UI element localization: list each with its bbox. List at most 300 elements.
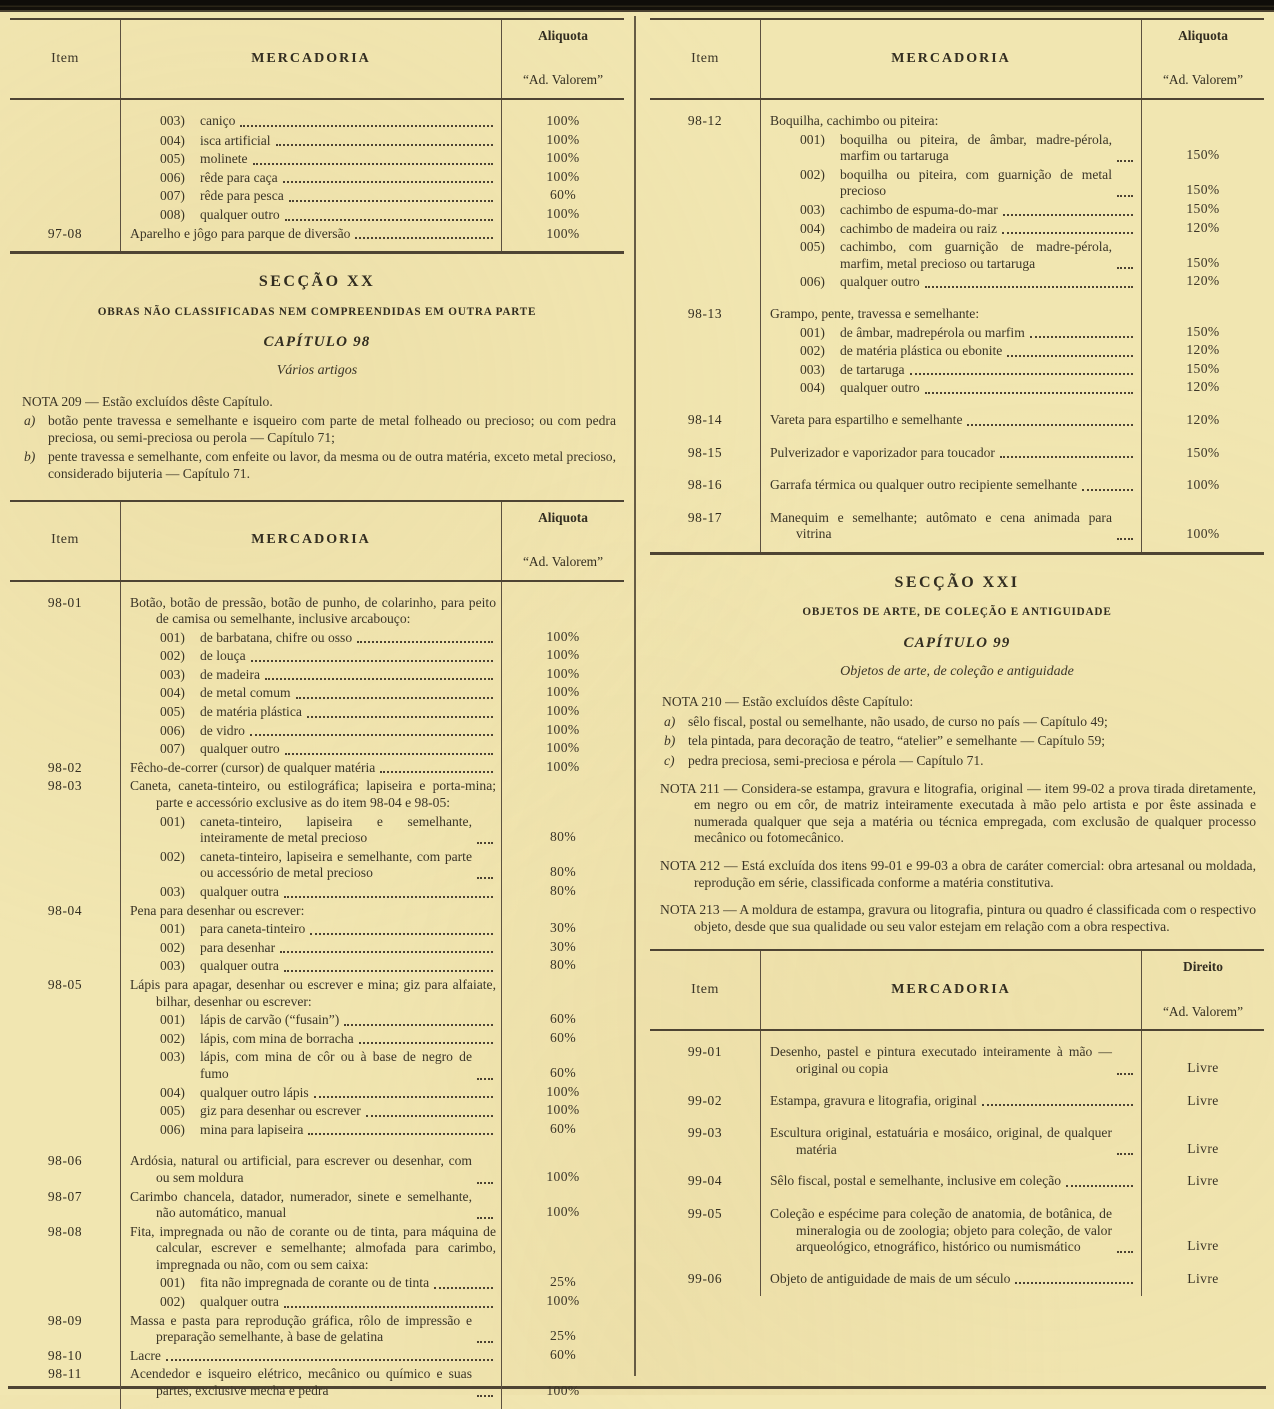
description-line: [770, 239, 1136, 272]
nota-item-letter: b): [664, 733, 676, 749]
table-row: [10, 883, 624, 902]
dot-leader: [1117, 160, 1133, 162]
description-line: [130, 685, 496, 702]
nota-item: [654, 753, 1260, 770]
description-text: de tartaruga: [840, 361, 905, 377]
mercadoria-cell: [120, 629, 502, 648]
aliquota-label: Aliquota: [538, 28, 588, 43]
description-line: [130, 760, 496, 777]
table-row: [10, 150, 624, 169]
rate-value: 100%: [546, 1168, 580, 1184]
table-row: [650, 361, 1264, 380]
subitem-code: 005): [160, 1103, 185, 1119]
item-code: [10, 629, 120, 648]
table-row: [10, 939, 624, 958]
subitem-code: 006): [160, 722, 185, 738]
description-text: qualquer outro: [840, 380, 920, 396]
description-text: Desenho, pastel e pintura executado inteiramente à mão — original ou copia: [770, 1044, 1112, 1076]
description-line: [130, 1313, 496, 1346]
nota-item: [14, 413, 620, 446]
column-header-mercadoria: MERCADORIA: [120, 20, 502, 98]
nota-210-items: [654, 714, 1260, 770]
subitem-code: 006): [160, 169, 185, 185]
description-text: lápis, com mina de borracha: [200, 1030, 354, 1046]
description-line: [770, 202, 1136, 219]
mercadoria-cell: [760, 1079, 1142, 1112]
mercadoria-cell: [120, 957, 502, 976]
table-row: [650, 1111, 1264, 1159]
rate-value: [1142, 100, 1264, 131]
table-row: [10, 1274, 624, 1293]
dot-leader: [1000, 456, 1133, 458]
table-row: [650, 1079, 1264, 1112]
column-header-aliquota: [502, 502, 624, 580]
item-code: 98-04: [47, 902, 83, 918]
dot-leader: [250, 734, 493, 736]
aliquota-label: Aliquota: [1178, 28, 1228, 43]
description-line: [130, 1224, 496, 1274]
dot-leader: [314, 1096, 493, 1098]
item-code: [650, 342, 760, 361]
item-code: [10, 939, 120, 958]
table-row: [10, 1188, 624, 1223]
subitem-code: 006): [800, 274, 825, 290]
mercadoria-cell: [120, 647, 502, 666]
description-line: [130, 1031, 496, 1048]
description-line: [770, 380, 1136, 397]
rate-value: 120%: [1186, 219, 1220, 235]
column-header-aliquota: [502, 20, 624, 98]
chapter-subtitle: Vários artigos: [276, 362, 358, 378]
dot-leader: [166, 1359, 493, 1361]
nota-209-label: NOTA 209 — Estão excluídos dêste Capítulo.: [22, 393, 273, 409]
rate-value: 60%: [549, 1346, 577, 1362]
mercadoria-cell: [760, 220, 1142, 239]
subitem-code: 005): [160, 151, 185, 167]
description-text: Acendedor e isqueiro elétrico, mecânico ou químico e suas partes, exclusive mecha e pedra: [130, 1366, 472, 1399]
item-code: 99-01: [687, 1044, 723, 1060]
item-code: 98-03: [47, 778, 83, 794]
subitem-code: 001): [800, 131, 825, 147]
table-row: [10, 703, 624, 722]
description-text: qualquer outra: [200, 958, 279, 974]
dot-leader: [280, 951, 493, 953]
item-code: 98-17: [687, 509, 723, 525]
table-row: [10, 629, 624, 648]
item-code: 98-06: [47, 1153, 83, 1169]
rate-value: 60%: [549, 1120, 577, 1136]
rate-value: 100%: [546, 628, 580, 644]
description-line: [130, 814, 496, 847]
item-code: 99-02: [687, 1092, 723, 1108]
rate-value: 100%: [546, 205, 580, 221]
table-row: [10, 777, 624, 812]
mercadoria-cell: [760, 361, 1142, 380]
description-text: caneta-tinteiro, lapiseira e semelhante, inteiramente de metal precioso: [200, 813, 472, 846]
description-line: [770, 306, 1136, 323]
rate-value: 100%: [546, 1083, 580, 1099]
item-code: [10, 132, 120, 151]
section-xxi: [650, 555, 1264, 950]
table-row: [10, 169, 624, 188]
subitem-code: 003): [160, 1049, 185, 1065]
subitem-code: 004): [160, 1084, 185, 1100]
rate-value: Livre: [1187, 1173, 1219, 1189]
mercadoria-cell: [120, 740, 502, 759]
table-row: [10, 722, 624, 741]
description-line: [130, 1153, 496, 1186]
rate-value: 60%: [549, 1029, 577, 1045]
table-row: [10, 647, 624, 666]
table-row: [650, 379, 1264, 398]
rate-value: 100%: [546, 721, 580, 737]
dot-leader: [1003, 214, 1133, 216]
rate-value: 100%: [546, 150, 580, 166]
dot-leader: [285, 753, 493, 755]
section-title: SECÇÃO XXI: [894, 573, 1020, 591]
mercadoria-cell: [120, 939, 502, 958]
subitem-code: 003): [800, 361, 825, 377]
nota-210-label: NOTA 210 — Estão excluídos dêste Capítulo:: [662, 694, 914, 710]
mercadoria-cell: [760, 431, 1142, 464]
table-row: [650, 1257, 1264, 1297]
mercadoria-cell: [120, 1084, 502, 1103]
dot-leader: [982, 1104, 1133, 1106]
description-text: Massa e pasta para reprodução gráfica, rôlo de impressão e preparação semelhante, à base de gelatina: [130, 1312, 472, 1345]
nota-item-letter: b): [24, 449, 36, 465]
item-code: [10, 813, 120, 848]
nota-item-letter: a): [24, 413, 36, 429]
item-code: [650, 361, 760, 380]
mercadoria-cell: [120, 225, 502, 252]
table-row: [10, 902, 624, 921]
item-code: [10, 666, 120, 685]
item-code: 98-15: [687, 444, 723, 460]
column-header-direito: [1142, 951, 1264, 1029]
dot-leader: [477, 1217, 493, 1219]
section-subtitle: OBRAS NÃO CLASSIFICADAS NEM COMPREENDIDAS EM OUTRA PARTE: [97, 305, 537, 318]
table-row: [10, 100, 624, 132]
item-code: [10, 1048, 120, 1083]
mercadoria-cell: [120, 1365, 502, 1408]
description-text: de metal comum: [200, 685, 291, 701]
description-line: [130, 921, 496, 938]
mercadoria-cell: [120, 1121, 502, 1140]
dot-leader: [477, 1341, 493, 1343]
description-text: cachimbo, com guarnição de madre-pérola, marfim, metal precioso ou tartaruga: [840, 239, 1112, 271]
dot-leader: [925, 286, 1133, 288]
subitem-code: 008): [160, 206, 185, 222]
description-text: Escultura original, estatuária e mosáico, original, de qualquer matéria: [770, 1125, 1112, 1157]
mercadoria-cell: [760, 1192, 1142, 1257]
mercadoria-cell: [760, 398, 1142, 431]
item-code: [10, 957, 120, 976]
description-text: qualquer outro: [200, 741, 280, 757]
description-line: [130, 958, 496, 975]
description-line: [130, 1122, 496, 1139]
description-line: [770, 1271, 1136, 1288]
mercadoria-cell: [120, 848, 502, 883]
rate-value: 150%: [1186, 323, 1220, 339]
dot-leader: [910, 373, 1133, 375]
rate-value: 100%: [1186, 526, 1220, 542]
column-header-item: Item: [691, 982, 719, 998]
description-text: caneta-tinteiro, lapiseira e semelhante, com parte ou accessório de metal precioso: [200, 848, 472, 881]
table-row: [10, 1011, 624, 1030]
left-column: [10, 18, 624, 1409]
mercadoria-cell: [760, 238, 1142, 273]
description-text: Coleção e espécime para coleção de anatomia, de botânica, de mineralogia ou de zoologia; objeto para coleção, de valor arqueológico, etnográfico, histórico ou numismático: [770, 1205, 1112, 1255]
subitem-code: 003): [800, 201, 825, 217]
subitem-code: 002): [160, 648, 185, 664]
dot-leader: [1117, 1153, 1133, 1155]
description-line: [130, 1049, 496, 1082]
mercadoria-cell: [120, 206, 502, 225]
item-code: [650, 238, 760, 273]
nota-209-items: [14, 413, 620, 482]
description-line: [130, 630, 496, 647]
mercadoria-cell: [760, 166, 1142, 201]
table-row: [650, 273, 1264, 292]
dot-leader: [355, 237, 493, 239]
table-row: [10, 666, 624, 685]
dot-leader: [310, 933, 493, 935]
item-code: 98-09: [47, 1312, 83, 1328]
mercadoria-cell: [120, 703, 502, 722]
item-code: 98-05: [47, 976, 83, 992]
mercadoria-cell: [760, 131, 1142, 166]
rate-value: 120%: [1186, 379, 1220, 395]
item-code: [10, 169, 120, 188]
dot-leader: [1007, 355, 1133, 357]
table-row: [10, 684, 624, 703]
table-row: [10, 225, 624, 252]
dot-leader: [967, 424, 1133, 426]
subitem-code: 002): [160, 939, 185, 955]
description-line: [770, 1206, 1136, 1256]
description-text: giz para desenhar ou escrever: [200, 1103, 361, 1119]
dot-leader: [284, 1306, 493, 1308]
description-line: [770, 132, 1136, 165]
description-text: boquilha ou piteira, com guarnição de metal precioso: [840, 166, 1112, 199]
description-line: [130, 207, 496, 224]
description-text: Objeto de antiguidade de mais de um século: [770, 1270, 1011, 1286]
rate-value: 150%: [1186, 182, 1220, 198]
rate-value: [502, 582, 624, 629]
subitem-code: 002): [160, 1030, 185, 1046]
item-code: [10, 703, 120, 722]
tariff-table-99: [650, 949, 1264, 1296]
rate-value: 80%: [549, 957, 577, 973]
description-text: Sêlo fiscal, postal e semelhante, inclusive em coleção: [770, 1173, 1062, 1189]
mercadoria-cell: [120, 1011, 502, 1030]
description-text: de âmbar, madrepérola ou marfim: [840, 324, 1025, 340]
table-row: [10, 920, 624, 939]
item-code: 98-11: [48, 1366, 82, 1382]
description-line: [770, 510, 1136, 543]
direito-label: Direito: [1183, 959, 1223, 975]
table-body: [10, 100, 624, 251]
rate-value: 100%: [546, 647, 580, 663]
mercadoria-cell: [120, 100, 502, 132]
description-text: lápis, com mina de côr ou à base de negro de fumo: [200, 1049, 472, 1081]
rate-value: [502, 976, 624, 1011]
table-row: [650, 100, 1264, 131]
description-line: [770, 477, 1136, 494]
description-line: [130, 903, 496, 920]
table-body: [650, 100, 1264, 552]
item-code: [10, 740, 120, 759]
item-code: [650, 166, 760, 201]
nota-paragraph: NOTA 213 — A moldura de estampa, gravura ou litografia, pintura ou quadro é classificada com o respectivo objeto, desde que sua qualidade ou seu valor estejam em relação com a obra respectiva.: [660, 902, 1256, 934]
table-row: [10, 759, 624, 778]
item-code: [10, 1274, 120, 1293]
table-header: [650, 20, 1264, 100]
table-row: [650, 463, 1264, 496]
mercadoria-cell: [760, 379, 1142, 398]
mercadoria-cell: [120, 1188, 502, 1223]
mercadoria-cell: [120, 1347, 502, 1366]
mercadoria-cell: [760, 1257, 1142, 1297]
rate-value: 120%: [1186, 342, 1220, 358]
dot-leader: [1082, 489, 1133, 491]
subitem-code: 001): [160, 1012, 185, 1028]
mercadoria-cell: [120, 582, 502, 629]
description-text: mina para lapiseira: [200, 1121, 304, 1137]
dot-leader: [344, 1024, 493, 1026]
item-code: 98-10: [47, 1347, 83, 1363]
mercadoria-cell: [760, 201, 1142, 220]
mercadoria-cell: [120, 684, 502, 703]
nota-item-text: botão pente travessa e semelhante e isqueiro com parte de metal folheado ou precioso; ou com pedra preciosa, ou semi-preciosa ou perola — Capítulo 71;: [48, 413, 616, 445]
rate-value: 100%: [546, 758, 580, 774]
subitem-code: 002): [160, 848, 185, 864]
description-line: [130, 648, 496, 665]
subitem-code: 001): [160, 629, 185, 645]
rate-value: 150%: [1186, 200, 1220, 216]
rate-value: Livre: [1187, 1140, 1219, 1156]
table-row: [650, 166, 1264, 201]
mercadoria-cell: [760, 342, 1142, 361]
table-header: [650, 951, 1264, 1031]
description-line: [130, 704, 496, 721]
mercadoria-cell: [120, 169, 502, 188]
item-code: [10, 722, 120, 741]
rate-value: 80%: [549, 864, 577, 880]
table-row: [10, 976, 624, 1011]
rate-value: 100%: [546, 168, 580, 184]
description-text: Grampo, pente, travessa e semelhante:: [770, 305, 980, 321]
description-text: Ardósia, natural ou artificial, para escrever ou desenhar, com ou sem moldura: [130, 1153, 472, 1185]
table-row: [10, 1121, 624, 1140]
item-code: [650, 201, 760, 220]
item-code: [650, 220, 760, 239]
item-code: [10, 848, 120, 883]
description-line: [130, 188, 496, 205]
description-line: [770, 221, 1136, 238]
rate-value: 100%: [546, 1102, 580, 1118]
mercadoria-cell: [120, 187, 502, 206]
description-text: lápis de carvão (“fusain”): [200, 1012, 340, 1028]
item-code: 98-16: [687, 477, 723, 493]
subitem-code: 003): [160, 884, 185, 899]
item-code: [650, 131, 760, 166]
rate-value: 100%: [546, 1204, 580, 1220]
subitem-code: 006): [160, 1121, 185, 1137]
table-row: [10, 206, 624, 225]
description-text: Pulverizador e vaporizador para toucador: [770, 444, 995, 460]
mercadoria-cell: [120, 759, 502, 778]
description-line: [130, 977, 496, 1010]
dot-leader: [307, 716, 493, 718]
description-line: [130, 1085, 496, 1102]
dot-leader: [1030, 336, 1133, 338]
subitem-code: 001): [160, 813, 185, 829]
tariff-table-98: [10, 500, 624, 1409]
description-text: Garrafa térmica ou qualquer outro recipiente semelhante: [770, 477, 1078, 493]
dot-leader: [1002, 232, 1133, 234]
description-text: boquilha ou piteira, de âmbar, madre-pérola, marfim ou tartaruga: [840, 131, 1112, 164]
table-row: [650, 201, 1264, 220]
nota-item: [14, 449, 620, 482]
item-code: [10, 647, 120, 666]
table-row: [10, 582, 624, 629]
tariff-table-98-cont: [650, 18, 1264, 555]
rate-value: 100%: [546, 684, 580, 700]
mercadoria-cell: [120, 132, 502, 151]
description-text: Fêcho-de-correr (cursor) de qualquer matéria: [130, 759, 376, 775]
dot-leader: [285, 219, 493, 221]
section-subtitle: OBJETOS DE ARTE, DE COLEÇÃO E ANTIGUIDADE: [802, 606, 1112, 619]
description-text: cachimbo de madeira ou raiz: [840, 220, 998, 236]
item-code: [10, 1121, 120, 1140]
rate-value: Livre: [1187, 1238, 1219, 1254]
item-code: [10, 1030, 120, 1049]
description-line: [130, 940, 496, 957]
table-row: [650, 431, 1264, 464]
dot-leader: [1117, 1073, 1133, 1075]
dot-leader: [296, 697, 493, 699]
subitem-code: 001): [160, 1275, 185, 1291]
column-header-item: Item: [51, 50, 79, 66]
table-row: [10, 1084, 624, 1103]
item-code: [10, 883, 120, 902]
mercadoria-cell: [760, 1031, 1142, 1078]
table-body: [650, 1031, 1264, 1296]
rate-value: Livre: [1187, 1270, 1219, 1286]
item-code: [10, 1102, 120, 1121]
description-text: Lápis para apagar, desenhar ou escrever e mina; giz para alfaiate, bilhar, desenhar ou escrever:: [130, 976, 496, 1009]
item-code: 99-05: [687, 1205, 723, 1221]
description-line: [130, 226, 496, 243]
description-line: [770, 325, 1136, 342]
mercadoria-cell: [120, 813, 502, 848]
rate-value: Livre: [1187, 1059, 1219, 1075]
description-line: [770, 343, 1136, 360]
subitem-code: 007): [160, 741, 185, 757]
description-text: qualquer outro: [840, 274, 920, 290]
table-row: [10, 1223, 624, 1275]
description-line: [130, 723, 496, 740]
description-line: [130, 778, 496, 811]
nota-paragraph: NOTA 211 — Considera-se estampa, gravura e litografia, original — item 99-02 a prova tirada diretamente, em negro ou em côr, de matriz inteiramente executada à mão pelo artista e por êste assinada e numerada qualquer que seja a matéria ou técnica empregada, com exclusão de qualquer processo mecânico ou fotomecânico.: [660, 780, 1256, 846]
description-line: [130, 151, 496, 168]
ad-valorem-label: “Ad. Valorem”: [522, 553, 604, 569]
dot-leader: [477, 877, 493, 879]
mercadoria-cell: [120, 722, 502, 741]
mercadoria-cell: [120, 902, 502, 921]
rate-value: 120%: [1186, 273, 1220, 289]
